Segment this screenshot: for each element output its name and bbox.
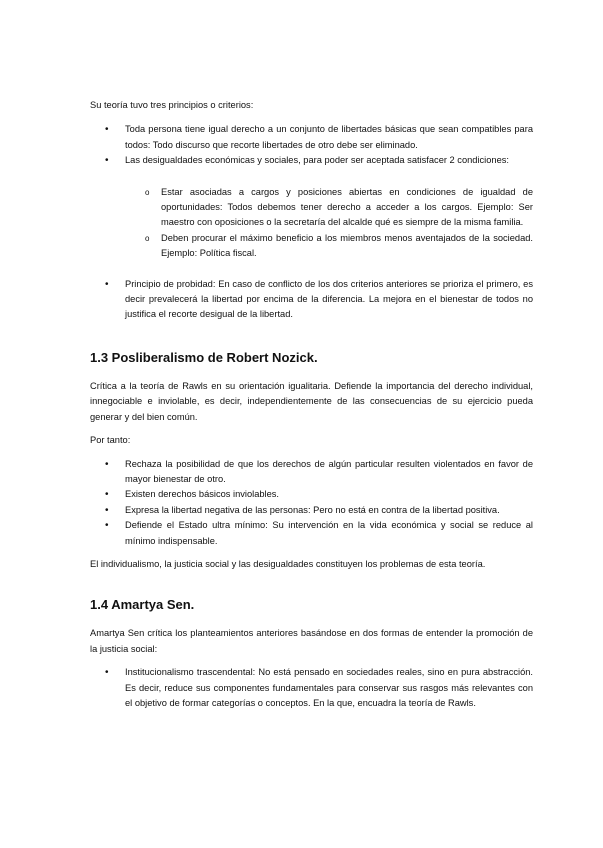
rawls-principles-list — [90, 122, 533, 322]
section-heading-sen: 1.4 Amartya Sen. — [90, 597, 195, 613]
section-heading-nozick: 1.3 Posliberalismo de Robert Nozick. — [90, 349, 318, 365]
list-item: • Existen derechos básicos inviolables. — [90, 487, 533, 502]
nozick-conclusion: El individualismo, la justicia social y las desigualdades constituyen los problemas de esta teoría. — [90, 558, 486, 569]
list-item: • Expresa la libertad negativa de las personas: Pero no está en contra de la libertad positiva. — [90, 503, 533, 518]
sen-list — [90, 665, 533, 711]
list-item — [90, 153, 533, 261]
list-item: • Institucionalismo trascendental: No está pensado en sociedades reales, sino en pura abstracción. Es decir, reduce sus componentes fundamentales para conservar sus rasgos más relevantes con el objetivo de formar categorías o conceptos. En la que, encuadra la teoría de Rawls. — [90, 665, 533, 711]
list-item: • Principio de probidad: En caso de conflicto de los dos criterios anteriores se prioriza el primero, es decir prevalecerá la libertad por encima de la diferencia. La mejora en el bienestar de todos no justifica el recorte desigual de la libertad. — [90, 277, 533, 323]
sen-paragraph: Amartya Sen crítica los planteamientos anteriores basándose en dos formas de entender la promoción de la justicia social: — [90, 628, 533, 654]
list-item-text: Las desigualdades económicas y sociales, para poder ser aceptada satisfacer 2 condiciones: — [125, 155, 509, 166]
nozick-paragraph: Crítica a la teoría de Rawls en su orientación igualitaria. Defiende la importancia del derecho individual, innegociable e inviolable, es decir, independientemente de las consecuencias de su ejercicio pueda generar y del bien común. — [90, 380, 533, 422]
nozick-paragraph-por-tanto: Por tanto: — [90, 435, 131, 446]
intro-paragraph: Su teoría tuvo tres principios o criterios: — [90, 100, 254, 110]
list-item: • Toda persona tiene igual derecho a un conjunto de libertades básicas que sean compatibles para todos: Todo discurso que recorte libertades de otro debe ser eliminado. — [90, 122, 533, 153]
list-item: • Defiende el Estado ultra mínimo: Su intervención en la vida económica y social se reduce al mínimo indispensable. — [90, 518, 533, 549]
conditions-sublist — [125, 185, 533, 262]
sublist-item: o Deben procurar el máximo beneficio a los miembros menos aventajados de la sociedad. Ejemplo: Política fiscal. — [125, 231, 533, 262]
list-item: • Rechaza la posibilidad de que los derechos de algún particular resulten violentados en favor de mayor bienestar de otro. — [90, 457, 533, 488]
sublist-item: o Estar asociadas a cargos y posiciones abiertas en condiciones de igualdad de oportunidades: Todos debemos tener derecho a acceder a los cargos. Ejemplo: Ser maestro con oposiciones o la secretaría del alcalde qué es siempre de la misma familia. — [125, 185, 533, 231]
nozick-list — [90, 457, 533, 549]
